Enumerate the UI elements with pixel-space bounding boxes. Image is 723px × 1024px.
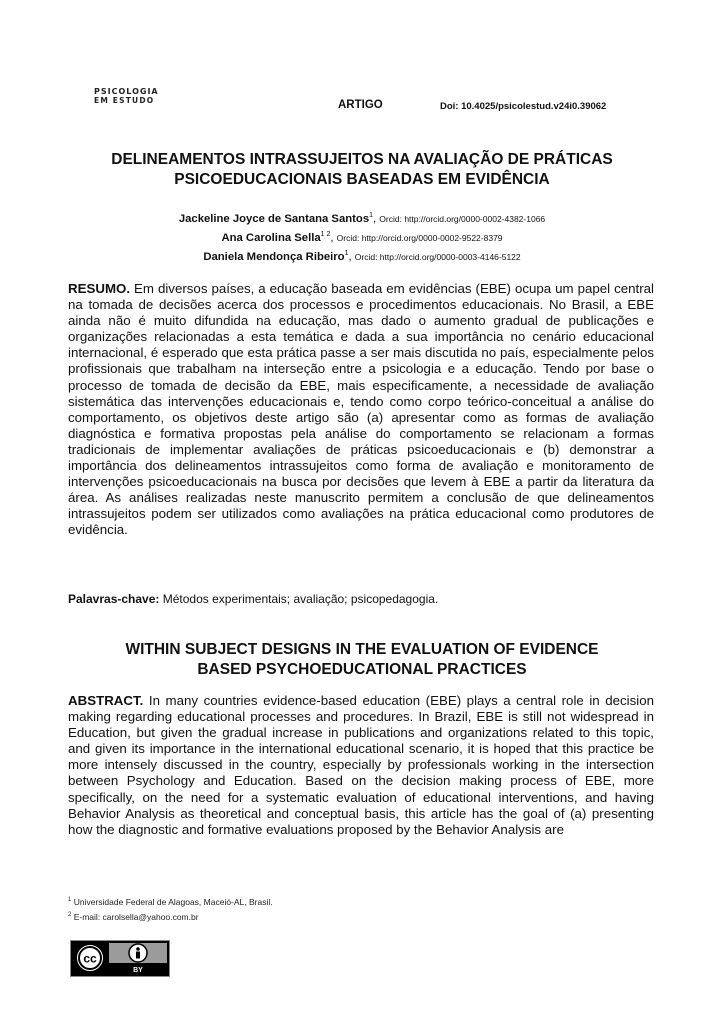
abstract-text: In many countries evidence-based education (EBE) plays a central role in decision making regarding educational processes and procedures. In Brazil, EBE is still not widespread in Education, but given the gradual increase in publications and organizations related to this topic, and given its importance in the international educational scenario, it is hoped that this practice be more intensely discussed in the country, especially by professionals working in the intersection between Psychology and Education. Based on the decision making process of EBE, more specifically, on the need for a systematic evaluation of educational interventions, and having Behavior Analysis as theoretical and conceptual basis, this article has the goal of (a) presenting how the diagnostic and formative evaluations proposed by the Behavior Analysis are	[68, 693, 654, 837]
svg-text:cc: cc	[83, 951, 97, 966]
resumo-text: Em diversos países, a educação baseada em evidências (EBE) ocupa um papel central na tomada de decisões acerca dos processos e procedimentos educacionais. No Brasil, a EBE ainda não é muito difundida na educação, mas dado o aumento gradual de publicações e organizações relacionadas a esta temática e dada a sua importância no cenário educacional internacional, é esperado que esta prática passe a ser mais discutida no país, especialmente pelos profissionais que trabalham na interseção entre a psicologia e a educação. Tendo por base o processo de tomada de decisão da EBE, mais especificamente, a necessidade de avaliação sistemática das intervenções educacionais e, tendo como corpo teórico-conceitual a análise do comportamento, os objetivos deste artigo são (a) apresentar como as formas de avaliação diagnóstica e formativa propostas pela análise do comportamento se relacionam a formas tradicionais de implementar avaliações de práticas psicoeducacionais e (b) demonstrar a importância dos delineamentos intrassujeitos como forma de avaliação e monitoramento de intervenções psicoeducacionais na busca por decisões que levem à EBE a partir da literatura da área. As análises realizadas neste manuscrito permitem a conclusão de que delineamentos intrassujeitos podem ser utilizados como avaliações na prática educacional como produtores de evidência.	[68, 281, 654, 538]
resumo-paragraph	[68, 281, 654, 539]
title-en-line2: BASED PSYCHOEDUCATIONAL PRACTICES	[197, 661, 527, 678]
author-list	[70, 208, 654, 264]
abstract-paragraph	[68, 693, 654, 838]
author-orcid-link[interactable]: Orcid: http://orcid.org/0000-0002-4382-1066	[379, 213, 546, 224]
title-english	[70, 640, 654, 680]
doi: Doi: 10.4025/psicolestud.v24i0.39062	[440, 101, 607, 112]
article-type: ARTIGO	[338, 99, 383, 111]
author-line: Ana Carolina Sella$^{1 2}$, Orcid: http://orcid.org/0000-0002-9522-8379	[221, 230, 503, 244]
author-affiliation-mark: 1 2	[320, 230, 331, 238]
author-name: Jackeline Joyce de Santana Santos	[178, 212, 370, 225]
author-line: Daniela Mendonça Ribeiro$^1$, Orcid: http://orcid.org/0000-0003-4146-5122	[203, 249, 521, 263]
journal-logo-line2: EM ESTUDO	[94, 96, 155, 105]
cc-by-label: BY	[133, 967, 143, 974]
title-pt-line2: PSICOEDUCACIONAIS BASEADAS EM EVIDÊNCIA	[174, 171, 550, 188]
footnote-mark: 1	[68, 897, 72, 903]
author-orcid-link[interactable]: Orcid: http://orcid.org/0000-0002-9522-8379	[336, 232, 503, 243]
journal-logo	[94, 87, 159, 105]
footnote	[68, 894, 273, 909]
footnote-text: Universidade Federal de Alagoas, Maceió-AL, Brasil.	[73, 896, 273, 907]
footnote	[68, 909, 273, 924]
keywords-label: Palavras-chave:	[68, 592, 160, 606]
title-pt-line1: DELINEAMENTOS INTRASSUJEITOS NA AVALIAÇÃO DE PRÁTICAS	[111, 151, 613, 168]
cc-by-license-graphic	[71, 941, 169, 976]
author-affiliation-mark: 1	[369, 212, 374, 219]
title-portuguese	[70, 150, 654, 190]
author-name: Daniela Mendonça Ribeiro	[203, 250, 345, 263]
keywords-text: Métodos experimentais; avaliação; psicopedagogia.	[162, 592, 439, 606]
journal-logo-line1: PSICOLOGIA	[94, 87, 159, 96]
footnotes	[68, 894, 273, 924]
author-line: Jackeline Joyce de Santana Santos$^1$, Orcid: http://orcid.org/0000-0002-4382-1066	[178, 212, 546, 225]
resumo-label: RESUMO.	[68, 281, 131, 296]
footnote-text[interactable]: E-mail: carolsella@yahoo.com.br	[73, 911, 199, 922]
author-name: Ana Carolina Sella	[221, 231, 321, 244]
title-en-line1: WITHIN SUBJECT DESIGNS IN THE EVALUATION OF EVIDENCE	[125, 641, 599, 658]
keywords	[68, 592, 438, 606]
cc-by-license-badge[interactable]	[70, 940, 170, 977]
author-orcid-link[interactable]: Orcid: http://orcid.org/0000-0003-4146-5122	[354, 251, 521, 262]
footnote-mark: 2	[68, 911, 72, 918]
author-affiliation-mark: 1	[344, 249, 349, 257]
abstract-label: ABSTRACT.	[68, 693, 144, 708]
